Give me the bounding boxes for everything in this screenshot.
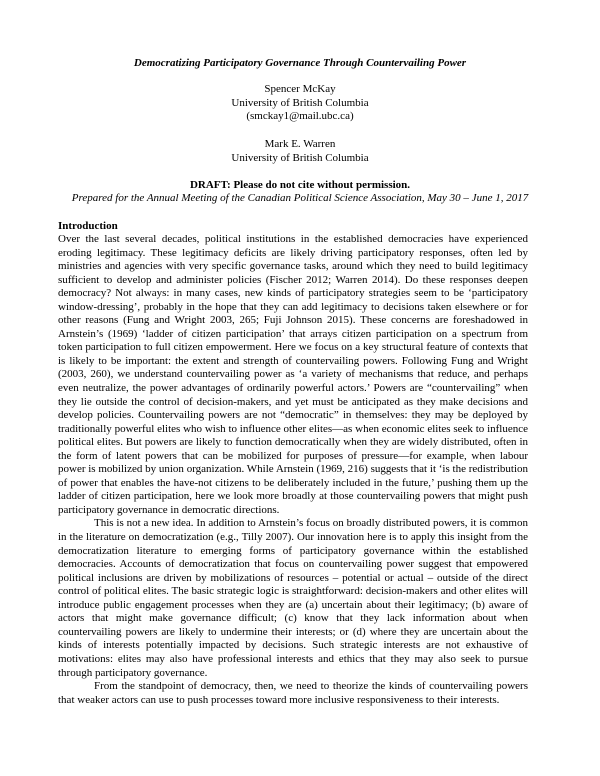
author-affiliation: University of British Columbia — [231, 151, 369, 164]
paper-title: Democratizing Participatory Governance Through Countervailing Power — [133, 57, 467, 69]
draft-notice: DRAFT: Please do not cite without permission. — [189, 179, 411, 191]
author-block-1 — [0, 83, 600, 124]
section-heading: Introduction — [58, 220, 118, 232]
prepared-for-note: Prepared for the Annual Meeting of the Canadian Political Science Association, May 30 – June 1, 2017 — [71, 192, 529, 204]
paragraph: From the standpoint of democracy, then, we need to theorize the kinds of countervailing powers that weaker actors can use to push processes toward more inclusive responsiveness to their interests. — [58, 680, 528, 706]
author-name: Spencer McKay — [264, 83, 336, 95]
author-name: Mark E. Warren — [264, 138, 336, 150]
paragraph: Over the last several decades, political institutions in the established democracies have experienced eroding legitimacy. These legitimacy deficits are likely driving participatory responses, often led by ministries and agencies with very specific governance tasks, around which they need to build legitimacy sufficient to develop and administer policies (Fischer 2012; Warren 2014). Do these responses deepen democracy? Not always: in many cases, new kinds of participatory strategies seem to be ‘participatory window-dressing’, probably in the hope that they can add legitimacy to decisions taken elsewhere or for other reasons (Fung and Wright 2003, 265; Fuji Johnson 2015). These concerns are foreshadowed in Arnstein’s (1969) ‘ladder of citizen participation’ that arrays citizen participation on a spectrum from token participation to full citizen empowerment. Here we focus on a key structural feature of contexts that is likely to be important: the extent and strength of countervailing powers. Following Fung and Wright (2003, 260), we understand countervailing power as ‘a variety of mechanisms that reduce, and perhaps even neutralize, the power advantages of ordinarily powerful actors.’ Powers are “countervailing” when they lie outside the control of decision-makers, and yet must be anticipated as they make decisions and develop policies. Countervailing powers are not “democratic” in themselves: they may be deployed by traditionally powerful elites who wish to influence other elites—as when economic elites seek to influence political elites. But powers are likely to function democratically when they are widely distributed, often in the form of latent powers that can be mobilized for purposes of pressure—for example, when labour power is mobilized by union organization. While Arnstein (1969, 216) suggests that it ‘is the redistribution of power that enables the have-not citizens to be deliberately included in the future,’ pushing them up the ladder of citizen participation, here we look more broadly at those countervailing powers that might push participatory governance in democratic directions. — [58, 233, 528, 516]
author-block-2 — [0, 138, 600, 165]
body-text — [58, 233, 528, 707]
paragraph: This is not a new idea. In addition to Arnstein’s focus on broadly distributed powers, it is common in the literature on democratization (e.g., Tilly 2007). Our innovation here is to apply this insight from the democratization literature to emerging forms of participatory governance within the established democracies. Accounts of democratization that focus on countervailing power suggest that empowered political inclusions are driven by mobilizations of resources – potential or actual – outside of the direct control of political elites. The basic strategic logic is straightforward: decision-makers and other elites will introduce public engagement processes when they are (a) uncertain about their legitimacy; (b) aware of actors that might make governance difficult; (c) know that they lack information about when countervailing powers are likely to undermine their interests; or (d) where they are uncertain about the kinds of interests potentially impacted by decisions. Such strategic interests are not exhaustive of motivations: elites may also have professional interests and ethics that they may also seek to pursue through participatory governance. — [58, 517, 528, 679]
author-email: (smckay1@mail.ubc.ca) — [246, 110, 354, 122]
author-affiliation: University of British Columbia — [231, 96, 369, 109]
